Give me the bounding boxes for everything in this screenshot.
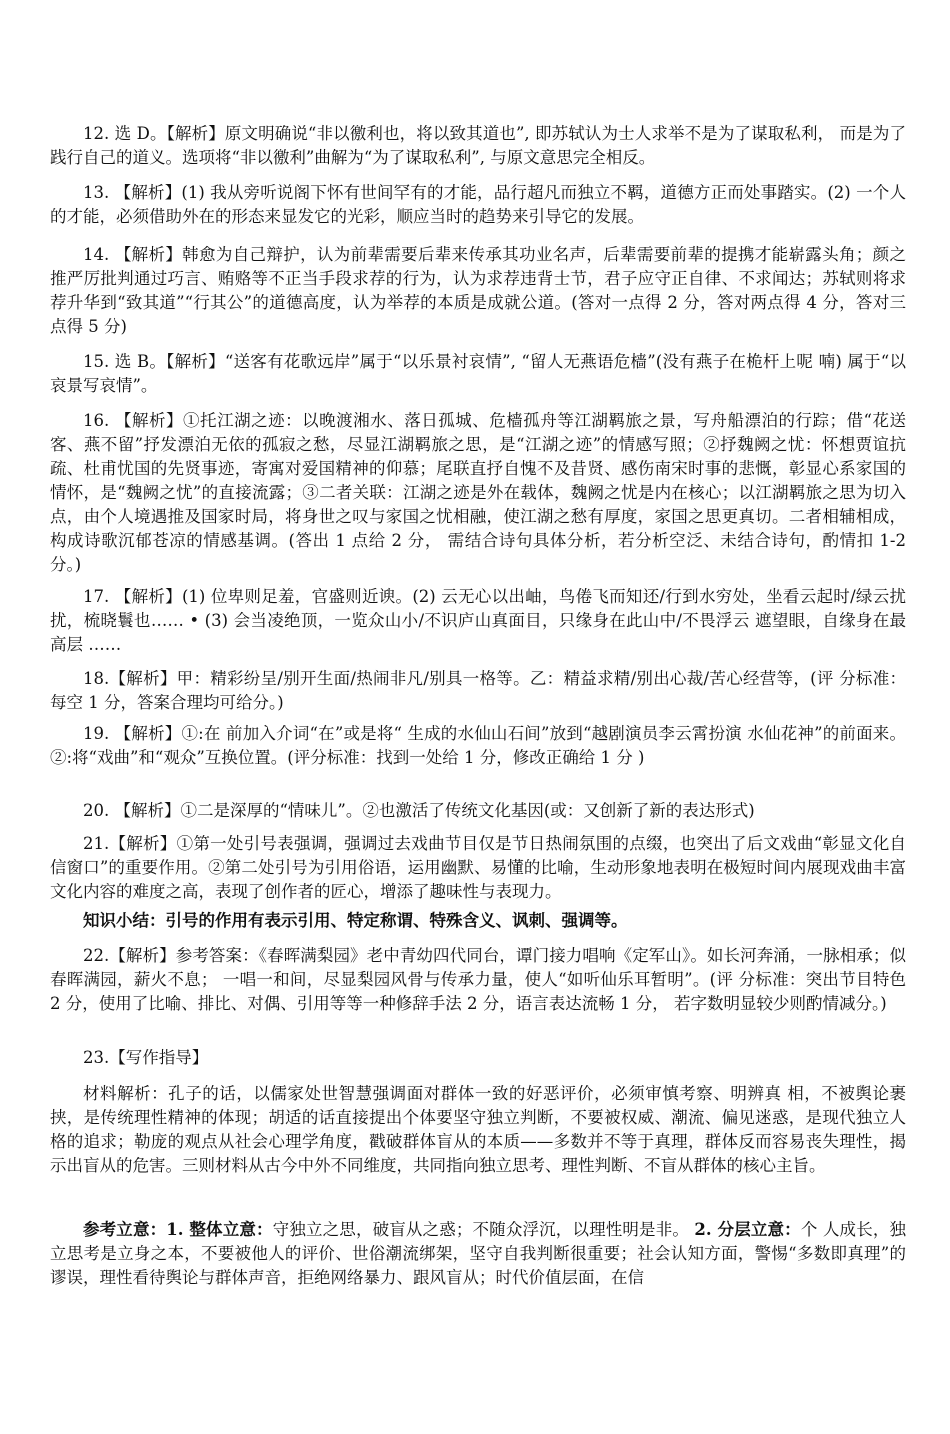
answer-19: 19. 【解析】①:在 前加入介词“在”或是将“ 生成的水仙山石间”放到“越剧演员李云霄扮演 水仙花神”的前面来。②:将“戏曲”和“观众”互换位置。(评分标准：找到一处给 1 分，修改正确给 1 分 ) (50, 724, 906, 767)
answer-15: 15. 选 B。【解析】“送客有花歌远岸”属于“以乐景衬哀情”, “留人无燕语危樯”(没有燕子在桅杆上呢 喃) 属于“以哀景写哀情”。 (50, 352, 906, 395)
answer-23-heading: 23.【写作指导】 (83, 1048, 209, 1067)
material-analysis: 材料解析：孔子的话，以儒家处世智慧强调面对群体一致的好恶评价，必须审慎考察、明辨真 相，不被舆论裹挟，是传统理性精神的体现；胡适的话直接提出个体要坚守独立判断，不要被权威、潮流、偏见迷惑，是现代独立人格的追求；勒庞的观点从社会心理学角度，戳破群体盲从的本质——多数并不等于真理，群体反而容易丧失理性，揭示出盲从的危害。三则材料从古今中外不同维度，共同指向独立思考、理性判断、不盲从群体的核心主旨。 (50, 1084, 906, 1175)
answer-18: 18.【解析】甲：精彩纷呈/别开生面/热闹非凡/别具一格等。乙：精益求精/别出心裁/苦心经营等，(评 分标准：每空 1 分，答案合理均可给分。) (50, 669, 906, 712)
answer-20: 20. 【解析】①二是深厚的“情味儿”。②也激活了传统文化基因(或：又创新了新的表达形式) (83, 801, 755, 820)
answer-16: 16. 【解析】①托江湖之迹：以晚渡湘水、落日孤城、危樯孤舟等江湖羁旅之景，写舟船漂泊的行踪；借“花送客、燕不留”抒发漂泊无依的孤寂之愁，尽显江湖羁旅之思，是“江湖之迹”的情感写照；②抒魏阙之忧：怀想贾谊抗疏、杜甫忧国的先贤事迹，寄寓对爱国精神的仰慕；尾联直抒自愧不及昔贤、感伤南宋时事的悲慨，彰显心系家国的情怀，是“魏阙之忧”的直接流露；③二者关联：江湖之迹是外在载体，魏阙之忧是内在核心；以江湖羁旅之思为切入点，由个人境遇推及国家时局，将身世之叹与家国之忧相融，使江湖之愁有厚度，家国之思更真切。二者相辅相成，构成诗歌沉郁苍凉的情感基调。(答出 1 点给 2 分， 需结合诗句具体分析，若分析空泛、未结合诗句，酌情扣 1-2 分。) (50, 411, 906, 574)
reference-ideas (50, 1218, 906, 1290)
layered-idea-label: 2. 分层立意： (694, 1220, 801, 1239)
answer-17: 17. 【解析】(1) 位卑则足羞，官盛则近谀。(2) 云无心以出岫，鸟倦飞而知还/行到水穷处，坐看云起时/绿云扰扰，梳晓鬟也…… • (3) 会当凌绝顶，一览众山小/不识庐山真面目，只缘身在此山中/不畏浮云 遮望眼，自缘身在最高层 …… (50, 587, 906, 654)
overall-idea-label: 参考立意：1. 整体立意： (83, 1220, 273, 1239)
knowledge-summary: 知识小结：引号的作用有表示引用、特定称谓、特殊含义、讽刺、强调等。 (83, 911, 628, 930)
answer-21: 21.【解析】①第一处引号表强调，强调过去戏曲节目仅是节日热闹氛围的点缀，也突出了后文戏曲“彰显文化自信窗口”的重要作用。②第二处引号为引用俗语，运用幽默、易懂的比喻，生动形象地表明在极短时间内展现戏曲丰富文化内容的难度之高，表现了创作者的匠心，增添了趣味性与表现力。 (50, 834, 906, 901)
answer-12: 12. 选 D。【解析】原文明确说“非以徼利也，将以致其道也”, 即苏轼认为士人求举不是为了谋取私利， 而是为了践行自己的道义。选项将“非以徼利”曲解为“为了谋取私利”, 与原文意思完全相反。 (50, 124, 906, 167)
answer-14: 14. 【解析】韩愈为自己辩护，认为前辈需要后辈来传承其功业名声，后辈需要前辈的提携才能崭露头角；颜之推严厉批判通过巧言、贿赂等不正当手段求荐的行为，认为求荐违背士节，君子应守正自律、不求闻达；苏轼则将求荐升华到“致其道”“行其公”的道德高度，认为举荐的本质是成就公道。(答对一点得 2 分，答对两点得 4 分，答对三点得 5 分) (50, 245, 906, 336)
layered-idea-text: 个 人成长，独立思考是立身之本，不要被他人的评价、世俗潮流绑架，坚守自我判断很重要；社会认知方面，警惕“多数即真理”的谬误，理性看待舆论与群体声音，拒绝网络暴力、跟风盲从；时代价值层面，在信 (50, 1220, 906, 1287)
answer-13: 13. 【解析】(1) 我从旁听说阁下怀有世间罕有的才能，品行超凡而独立不羁，道德方正而处事踏实。(2) 一个人的才能，必须借助外在的形态来显发它的光彩，顺应当时的趋势来引导它的发展。 (50, 183, 906, 226)
answer-22: 22.【解析】参考答案：《春晖满梨园》老中青幼四代同台，谭门接力唱响《定军山》。如长河奔涌，一脉相承；似春晖满园，薪火不息； 一唱一和间，尽显梨园风骨与传承力量，使人“如听仙乐耳暂明”。(评 分标准：突出节目特色 2 分，使用了比喻、排比、对偶、引用等等一种修辞手法 2 分，语言表达流畅 1 分， 若字数明显较少则酌情减分。) (50, 946, 906, 1013)
overall-idea-text: 守独立之思，破盲从之惑；不随众浮沉，以理性明是非。 (272, 1220, 690, 1239)
